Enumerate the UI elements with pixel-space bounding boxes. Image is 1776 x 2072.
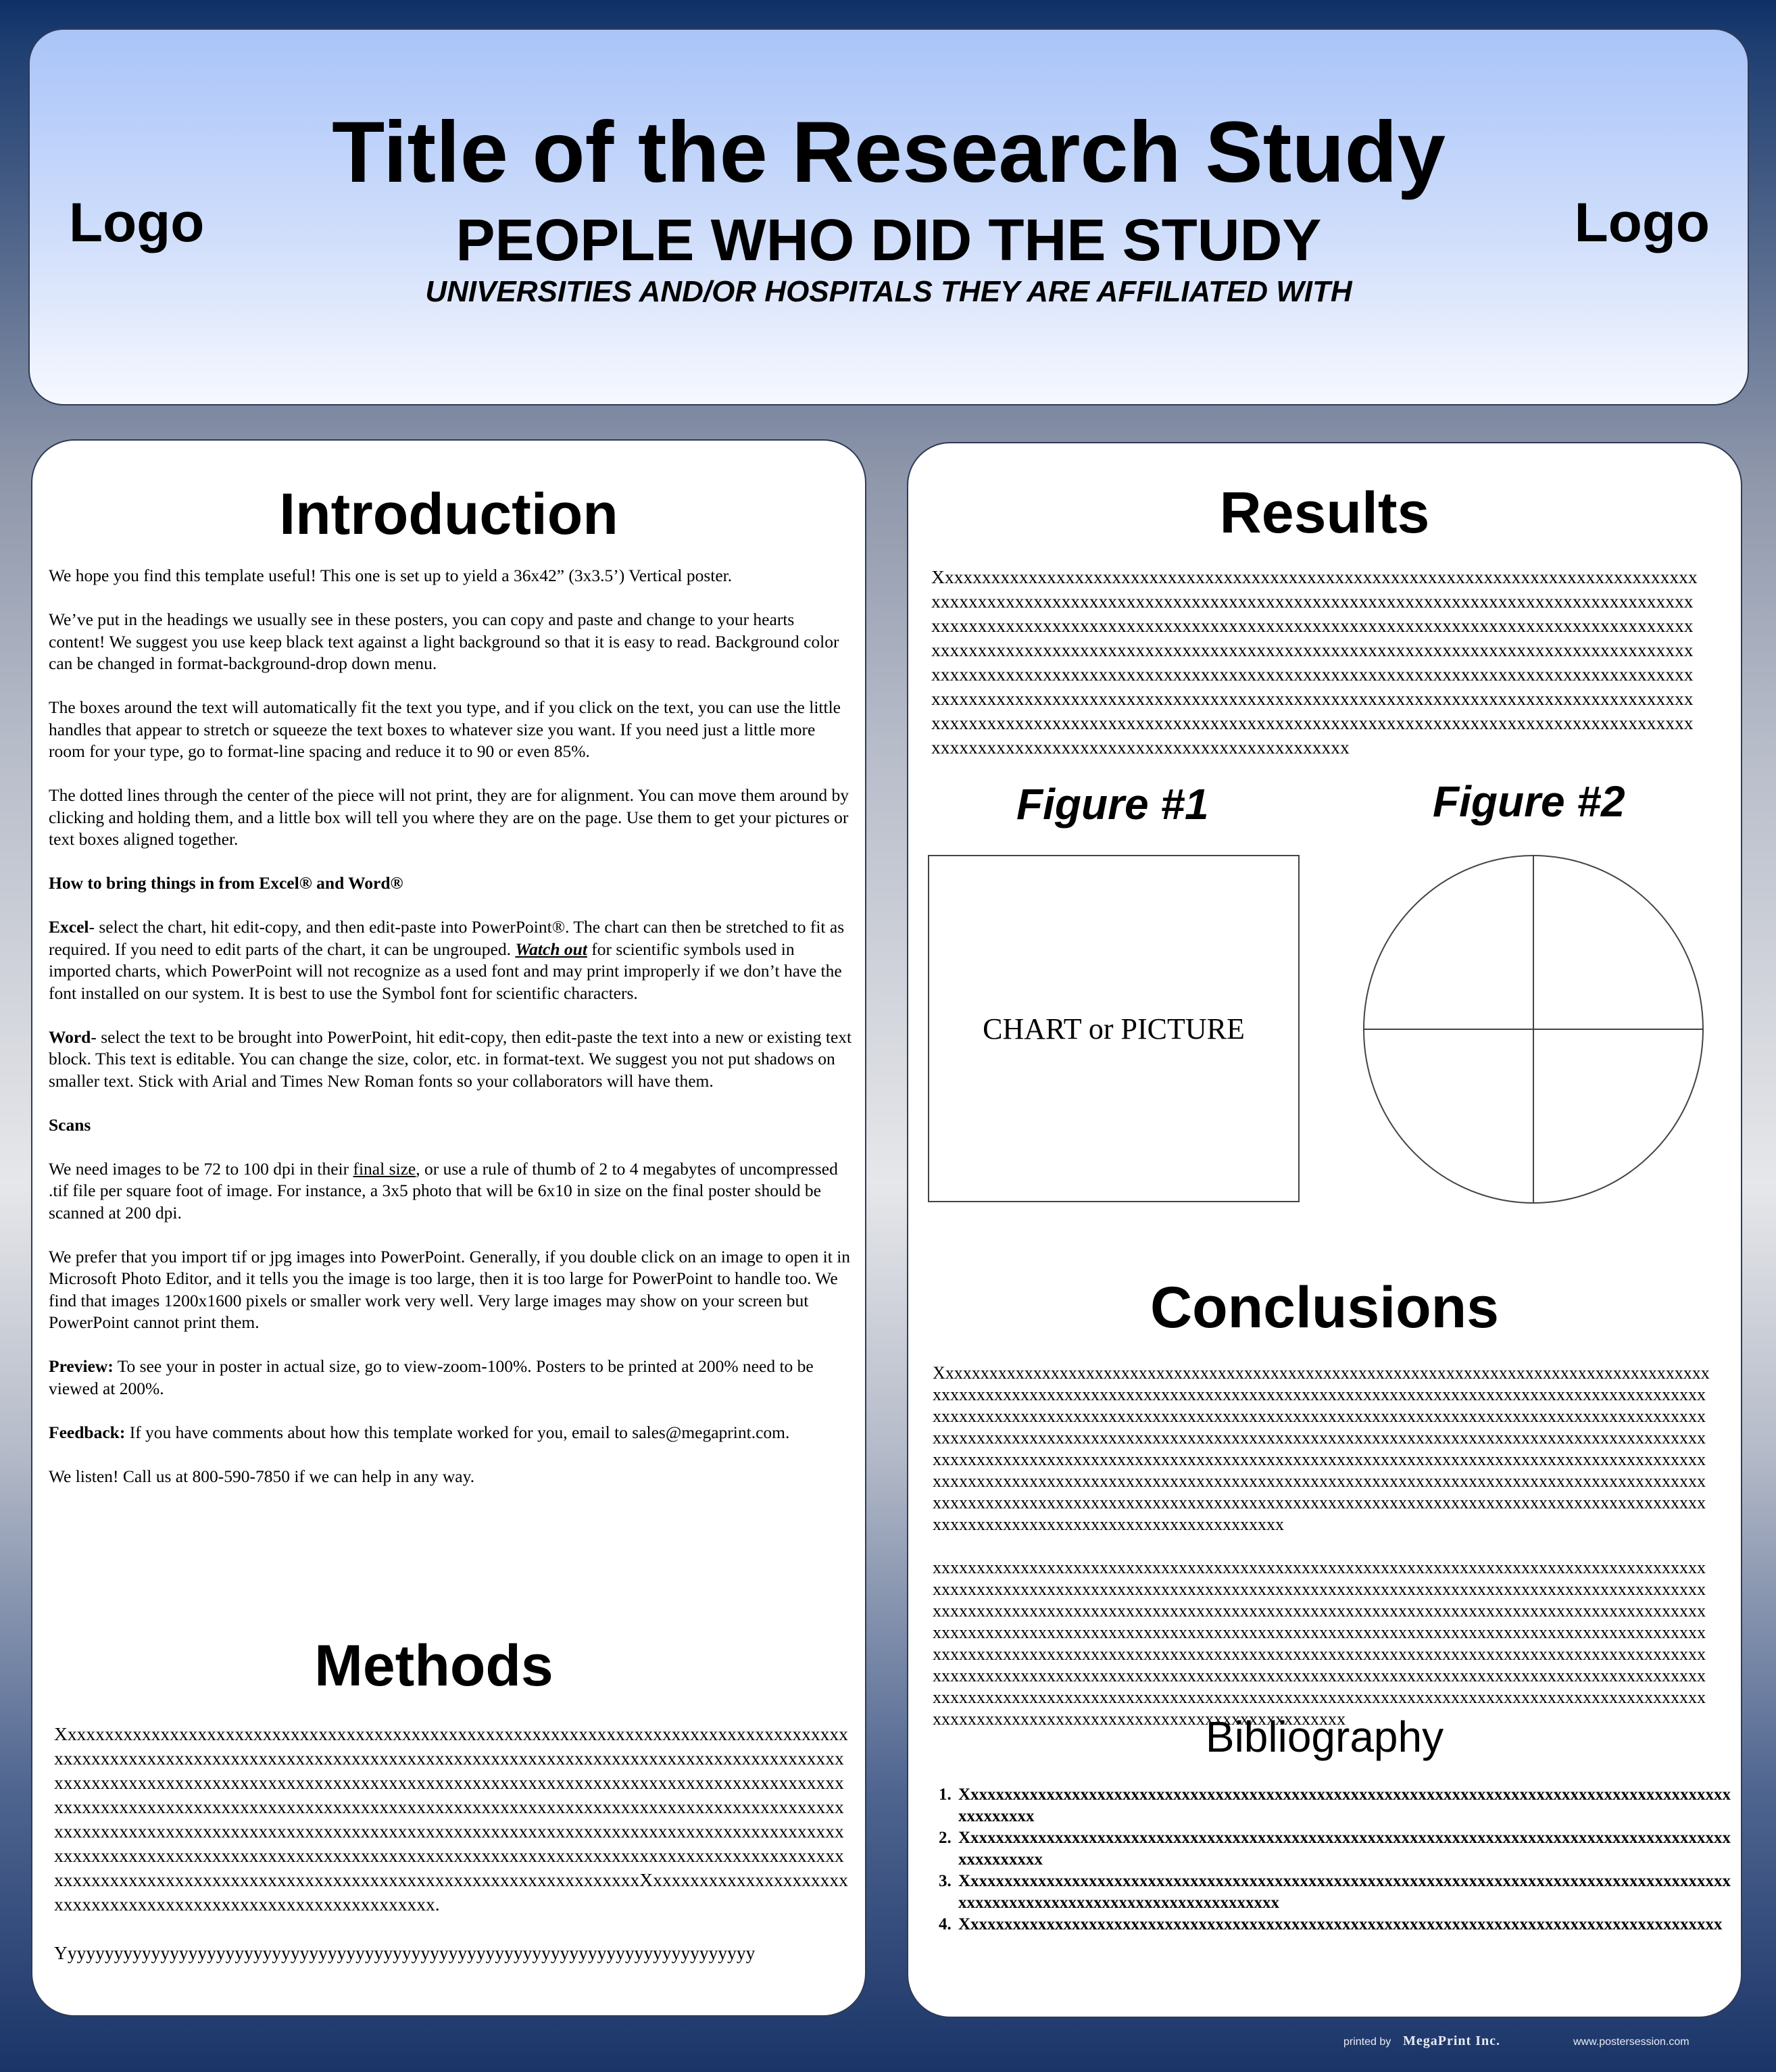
methods-paragraph: Yyyyyyyyyyyyyyyyyyyyyyyyyyyyyyyyyyyyyyyyyyyyyyyyyyyyyyyyyyyyyyyyyyyyyyyyyyy xyxy=(54,1942,756,1963)
figure-1-placeholder: CHART or PICTURE xyxy=(928,855,1300,1202)
word-label: Word xyxy=(49,1027,91,1047)
methods-paragraph: XxxxxxxxxxxxxxxxxxxxxxxxxxxxxxxxxxxxxxxxxxxxxxxxxxxxxxxxxxxxxxxxxxxxxxxxxxxxxxxxxxxxxxxxxxxxxxxxxxxxxxxxxxxxxxxxxxxxxxxxxxxxxxxxxxxxxxxxxxxxxxxxxxxxxxxxxxxxxxxxxxxxxxxxxxxxxxxxxxxxxxxxxxxxxxxxxxxxxxxxxxxxxxxxxxxxxxxxxxxxxxxxxxxxxxxxxxxxxxxxxxxxxxxxxxxxxxxxxxxxxxxxxxxxxxxxxxxxxxxxxxxxxxxxxxxxxxxxxxxxxxxxxxxxxxxxxxxxxxxxxxxxxxxxxxxxxxxxxxxxxxxxxxxxxxxxxxxxxxxxxxxxxxxxxxxxxxxxxxxxxxxxxxxxxxxxxxxxxxxxxxxxxxxxxxxxxxxxxxxxxxxxxxxxxxxxxxxxxxxxxxxxxxxxxxxxxxxxxxxxxxxxxxxxxxxxxxxxxxxxxxxxxxxxxxxxxxxxxxxxxxxxxxxxxxxxxxxxxxxxxxxxxxxxxxxxxxxxxxxxxxxxxxxxxxxxxxxxxxxxxxxxxxxxxxxxxXxxxxxxxxxxxxxxxxxxxxxxxxxxxxxxxxxxxxxxxxxxxxxxxxxxxxxxxxxxxxxx. xyxy=(54,1723,848,1915)
bibliography-item: 1. Xxxxxxxxxxxxxxxxxxxxxxxxxxxxxxxxxxxxxxxxxxxxxxxxxxxxxxxxxxxxxxxxxxxxxxxxxxxxxxxxxxxxxxxxxxxxxxxxxxxx xyxy=(956,1784,1733,1827)
scans-heading: Scans xyxy=(49,1114,91,1135)
feedback-paragraph: Feedback: If you have comments about how this template worked for you, email to sales@megaprint.com. xyxy=(49,1422,790,1442)
bibliography-item: 3. Xxxxxxxxxxxxxxxxxxxxxxxxxxxxxxxxxxxxxxxxxxxxxxxxxxxxxxxxxxxxxxxxxxxxxxxxxxxxxxxxxxxxxxxxxxxxxxxxxxxxxxxxxxxxxxxxxxxxxxxxxxxxxxxxx xyxy=(956,1871,1733,1914)
word-paragraph: Word- select the text to be brought into PowerPoint, hit edit-copy, then edit-paste the text into a new or existing text block. This text is editable. You can change the size, color, etc. in format-text. We suggest you not put shadows on smaller text. Stick with Arial and Times New Roman fonts so your collaborators will have them. xyxy=(49,1027,852,1091)
results-heading: Results xyxy=(1219,480,1430,545)
intro-paragraph: We prefer that you import tif or jpg images into PowerPoint. Generally, if you double click on an image to open it in Microsoft Photo Editor, and it tells you the image is too large, then it is too large for PowerPoint to handle too. We find that images 1200x1600 pixels or smaller work very well. Very large images may show on your screen but PowerPoint cannot print them. xyxy=(49,1246,851,1332)
intro-paragraph: We’ve put in the headings we usually see in these posters, you can copy and paste and change to your hearts content! We suggest you use keep black text against a light background so that it is easy to read. Background color can be changed in format-background-drop down menu. xyxy=(49,610,839,673)
results-text: Xxxxxxxxxxxxxxxxxxxxxxxxxxxxxxxxxxxxxxxxxxxxxxxxxxxxxxxxxxxxxxxxxxxxxxxxxxxxxxxxxxxxxxxxxxxxxxxxxxxxxxxxxxxxxxxxxxxxxxxxxxxxxxxxxxxxxxxxxxxxxxxxxxxxxxxxxxxxxxxxxxxxxxxxxxxxxxxxxxxxxxxxxxxxxxxxxxxxxxxxxxxxxxxxxxxxxxxxxxxxxxxxxxxxxxxxxxxxxxxxxxxxxxxxxxxxxxxxxxxxxxxxxxxxxxxxxxxxxxxxxxxxxxxxxxxxxxxxxxxxxxxxxxxxxxxxxxxxxxxxxxxxxxxxxxxxxxxxxxxxxxxxxxxxxxxxxxxxxxxxxxxxxxxxxxxxxxxxxxxxxxxxxxxxxxxxxxxxxxxxxxxxxxxxxxxxxxxxxxxxxxxxxxxxxxxxxxxxxxxxxxxxxxxxxxxxxxxxxxxxxxxxxxxxxxxxxxxxxxxxxxxxxxxxxxxxxxxxxxxxxxxxxxxxxxxxxxxxxxxxxxxxxxxxxxxxxxxxxxxxxxxxxxxxxxxxxxxxxxxxxxxxxxxxxxxxxxxxxxxxxxxxxxxxxxxxxxxxxxxxxxxxxxxxxxxxxxxxxxx xyxy=(931,566,1698,758)
introduction-heading: Introduction xyxy=(279,482,618,547)
conclusions-paragraph: xxxxxxxxxxxxxxxxxxxxxxxxxxxxxxxxxxxxxxxxxxxxxxxxxxxxxxxxxxxxxxxxxxxxxxxxxxxxxxxxxxxxxxxxxxxxxxxxxxxxxxxxxxxxxxxxxxxxxxxxxxxxxxxxxxxxxxxxxxxxxxxxxxxxxxxxxxxxxxxxxxxxxxxxxxxxxxxxxxxxxxxxxxxxxxxxxxxxxxxxxxxxxxxxxxxxxxxxxxxxxxxxxxxxxxxxxxxxxxxxxxxxxxxxxxxxxxxxxxxxxxxxxxxxxxxxxxxxxxxxxxxxxxxxxxxxxxxxxxxxxxxxxxxxxxxxxxxxxxxxxxxxxxxxxxxxxxxxxxxxxxxxxxxxxxxxxxxxxxxxxxxxxxxxxxxxxxxxxxxxxxxxxxxxxxxxxxxxxxxxxxxxxxxxxxxxxxxxxxxxxxxxxxxxxxxxxxxxxxxxxxxxxxxxxxxxxxxxxxxxxxxxxxxxxxxxxxxxxxxxxxxxxxxxxxxxxxxxxxxxxxxxxxxxxxxxxxxxxxxxxxxxxxxxxxxxxxxxxxxxxxxxxxxxxxxxxxxxxxxxxxxxxxxxxxxxxxxxxxxxxxxxxxxxxxxxxxxxxxxxxxxxxxxxxxxxxxxxxxxxxxxxxxxxxxxxxxxxxxxxxxxxxxxxxxxxxxxxxxxxxxx xyxy=(933,1558,1706,1729)
logo-right: Logo xyxy=(1574,192,1710,253)
figure-1-title: Figure #1 xyxy=(1016,780,1209,829)
footer-brand: MegaPrint Inc. xyxy=(1403,2033,1500,2048)
methods-heading: Methods xyxy=(314,1633,553,1698)
right-panel xyxy=(907,442,1742,2018)
footer-website: www.postersession.com xyxy=(1573,2036,1689,2048)
intro-paragraph: We listen! Call us at 800-590-7850 if we can help in any way. xyxy=(49,1466,475,1486)
conclusions-text xyxy=(933,1362,1710,1730)
introduction-text xyxy=(49,565,853,1510)
bibliography-item: 4. Xxxxxxxxxxxxxxxxxxxxxxxxxxxxxxxxxxxxxxxxxxxxxxxxxxxxxxxxxxxxxxxxxxxxxxxxxxxxxxxxxxxxxxxxxx xyxy=(956,1914,1733,1935)
left-panel xyxy=(31,439,866,2017)
intro-paragraph: The dotted lines through the center of the piece will not print, they are for alignment. You can move them around by clicking and holding them, and a little box will tell you where they are on the page. Use them to get your pictures or text boxes aligned together. xyxy=(49,785,849,849)
conclusions-paragraph: Xxxxxxxxxxxxxxxxxxxxxxxxxxxxxxxxxxxxxxxxxxxxxxxxxxxxxxxxxxxxxxxxxxxxxxxxxxxxxxxxxxxxxxxxxxxxxxxxxxxxxxxxxxxxxxxxxxxxxxxxxxxxxxxxxxxxxxxxxxxxxxxxxxxxxxxxxxxxxxxxxxxxxxxxxxxxxxxxxxxxxxxxxxxxxxxxxxxxxxxxxxxxxxxxxxxxxxxxxxxxxxxxxxxxxxxxxxxxxxxxxxxxxxxxxxxxxxxxxxxxxxxxxxxxxxxxxxxxxxxxxxxxxxxxxxxxxxxxxxxxxxxxxxxxxxxxxxxxxxxxxxxxxxxxxxxxxxxxxxxxxxxxxxxxxxxxxxxxxxxxxxxxxxxxxxxxxxxxxxxxxxxxxxxxxxxxxxxxxxxxxxxxxxxxxxxxxxxxxxxxxxxxxxxxxxxxxxxxxxxxxxxxxxxxxxxxxxxxxxxxxxxxxxxxxxxxxxxxxxxxxxxxxxxxxxxxxxxxxxxxxxxxxxxxxxxxxxxxxxxxxxxxxxxxxxxxxxxxxxxxxxxxxxxxxxxxxxxxxxxxxxxxxxxxxxxxxxxxxxxxxxxxxxxxxxxxxxxxxxxxxxxxxxxxxxxxxxxxxxxxxxxxxxxxxxxxxxxxxxxxxxxxxxxxxxxxxxxx xyxy=(933,1363,1710,1534)
watch-out-text: Watch out xyxy=(515,939,587,959)
final-size-text: final size xyxy=(353,1158,416,1179)
poster-affiliations: UNIVERSITIES AND/OR HOSPITALS THEY ARE AFFILIATED WITH xyxy=(425,275,1352,308)
scans-paragraph: We need images to be 72 to 100 dpi in their final size, or use a rule of thumb of 2 to 4 megabytes of uncompressed .tif file per square foot of image. For instance, a 3x5 photo that will be 6x10 in size on the final poster should be scanned at 200 dpi. xyxy=(49,1158,838,1223)
bibliography-item: 2. Xxxxxxxxxxxxxxxxxxxxxxxxxxxxxxxxxxxxxxxxxxxxxxxxxxxxxxxxxxxxxxxxxxxxxxxxxxxxxxxxxxxxxxxxxxxxxxxxxxxxx xyxy=(956,1827,1733,1871)
bibliography-list xyxy=(926,1784,1733,1935)
excel-label: Excel xyxy=(49,917,89,937)
poster-authors: PEOPLE WHO DID THE STUDY xyxy=(455,207,1322,273)
methods-text xyxy=(54,1722,852,1965)
poster-title: Title of the Research Study xyxy=(332,104,1446,201)
bibliography-heading: Bibliography xyxy=(1205,1712,1444,1761)
preview-paragraph: Preview: To see your in poster in actual size, go to view-zoom-100%. Posters to be printed at 200% need to be viewed at 200%. xyxy=(49,1356,814,1398)
figure-2-title: Figure #2 xyxy=(1433,777,1625,826)
logo-left: Logo xyxy=(69,192,205,253)
figure-2-pie-placeholder xyxy=(1362,854,1704,1204)
excel-paragraph: Excel- select the chart, hit edit-copy, and then edit-paste into PowerPoint®. The chart can then be stretched to fit as required. If you need to edit parts of the chart, it can be ungrouped. Watch out for scientific symbols used in imported charts, which PowerPoint will not recognize as a used font and may print improperly if we don’t have the font installed on our system. It is best to use the Symbol font for scientific characters. xyxy=(49,917,845,1003)
poster-header xyxy=(28,28,1749,405)
footer-printed-by: printed by xyxy=(1343,2036,1391,2048)
excel-word-heading: How to bring things in from Excel® and Word® xyxy=(49,873,403,893)
conclusions-heading: Conclusions xyxy=(1150,1275,1500,1340)
intro-paragraph: The boxes around the text will automatically fit the text you type, and if you click on the text, you can use the little handles that appear to stretch or squeeze the text boxes to whatever size you want. If you need just a little more room for your type, go to format-line spacing and reduce it to 90 or even 85%. xyxy=(49,697,841,761)
intro-paragraph: We hope you find this template useful! This one is set up to yield a 36x42” (3x3.5’) Vertical poster. xyxy=(49,566,733,585)
